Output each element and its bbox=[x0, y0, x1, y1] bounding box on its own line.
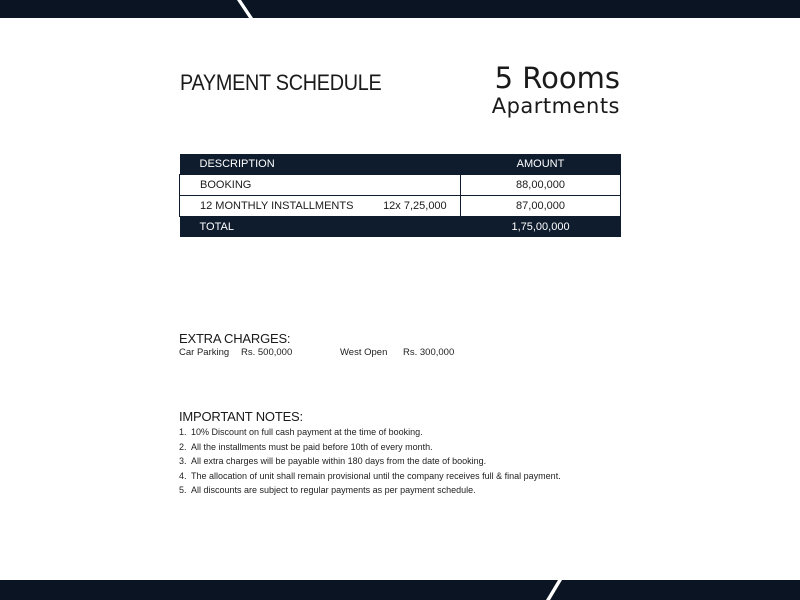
note-number: 3. bbox=[179, 456, 187, 466]
top-band bbox=[0, 0, 800, 18]
charge-value: Rs. 500,000 bbox=[241, 347, 293, 358]
note-number: 1. bbox=[179, 427, 187, 437]
table-total-row bbox=[180, 217, 621, 238]
list-item bbox=[179, 483, 561, 498]
charge-label: Car Parking bbox=[179, 347, 230, 358]
note-text: All the installments must be paid before 10th of every month. bbox=[191, 441, 433, 452]
header-description: DESCRIPTION bbox=[180, 154, 461, 175]
row-description: 12 MONTHLY INSTALLMENTS bbox=[180, 196, 384, 217]
total-label: TOTAL bbox=[180, 217, 461, 238]
list-item bbox=[179, 469, 561, 484]
extra-charges-title: EXTRA CHARGES: bbox=[179, 331, 291, 346]
row-description: BOOKING bbox=[180, 175, 384, 196]
note-number: 5. bbox=[179, 485, 187, 495]
table-row bbox=[180, 175, 621, 196]
extra-charges-list bbox=[179, 347, 455, 361]
note-number: 4. bbox=[179, 470, 187, 481]
note-text: All discounts are subject to regular payments as per payment schedule. bbox=[191, 485, 476, 495]
row-quantity bbox=[383, 175, 460, 196]
note-text: All extra charges will be payable within 180 days from the date of booking. bbox=[191, 456, 487, 466]
unit-rooms: 5 Rooms bbox=[494, 61, 620, 95]
charge-value: Rs. 300,000 bbox=[403, 347, 455, 358]
bottom-band bbox=[0, 580, 800, 600]
list-item bbox=[179, 440, 561, 455]
table-row bbox=[180, 196, 621, 217]
note-text: The allocation of unit shall remain provisional until the company receives full & final payment. bbox=[191, 470, 561, 481]
charge-label: West Open bbox=[340, 347, 388, 358]
total-amount: 1,75,00,000 bbox=[461, 217, 621, 238]
list-item bbox=[179, 425, 561, 440]
row-amount: 87,00,000 bbox=[461, 196, 621, 217]
list-item bbox=[179, 454, 561, 469]
extra-charges-section bbox=[179, 331, 455, 361]
important-notes-section bbox=[179, 409, 561, 498]
note-text: 10% Discount on full cash payment at the time of booking. bbox=[191, 427, 423, 437]
table-header-row bbox=[180, 154, 621, 175]
row-quantity: 12x 7,25,000 bbox=[383, 196, 460, 217]
notes-title: IMPORTANT NOTES: bbox=[179, 409, 303, 424]
header-amount: AMOUNT bbox=[461, 154, 621, 175]
row-amount: 88,00,000 bbox=[461, 175, 621, 196]
note-number: 2. bbox=[179, 441, 187, 452]
notes-list bbox=[179, 425, 561, 498]
unit-kind: Apartments bbox=[491, 94, 620, 118]
unit-type-heading bbox=[492, 62, 620, 118]
payment-table bbox=[179, 154, 621, 237]
page-title: PAYMENT SCHEDULE bbox=[180, 70, 382, 95]
